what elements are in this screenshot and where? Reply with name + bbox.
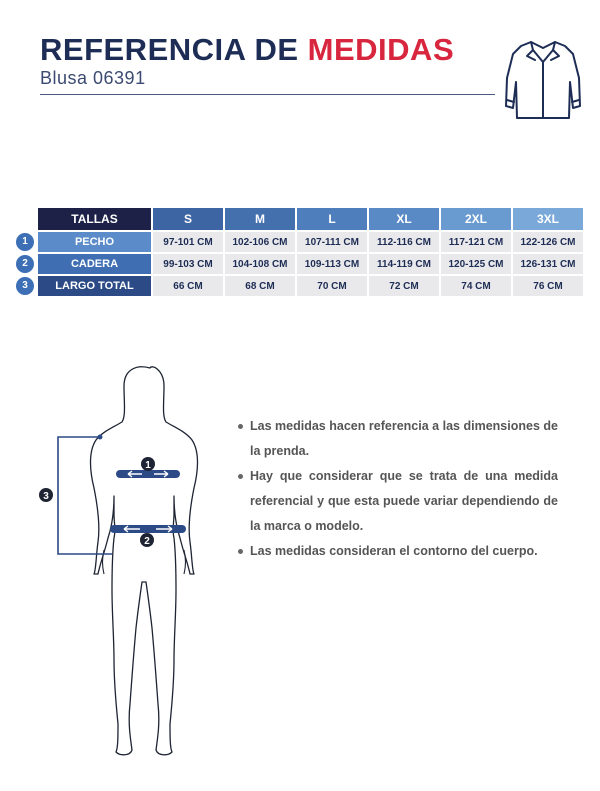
table-cell: 74 CM	[441, 276, 511, 296]
size-header: L	[297, 208, 367, 230]
table-cell: 112-116 CM	[369, 232, 439, 252]
marker-3	[39, 488, 53, 502]
note-item: Hay que considerar que se trata de una medida referencial y que esta puede variar dependiendo de la marca o modelo.	[238, 464, 558, 539]
table-cell: 104-108 CM	[225, 254, 295, 274]
page-title	[40, 32, 454, 68]
table-row	[14, 254, 583, 274]
body-silhouette-icon	[0, 360, 230, 770]
table-cell: 72 CM	[369, 276, 439, 296]
row-number-badge: 2	[16, 255, 34, 273]
size-header-row	[14, 208, 583, 230]
tallas-header: TALLAS	[38, 208, 151, 230]
row-number-badge: 1	[16, 233, 34, 251]
table-cell: 107-111 CM	[297, 232, 367, 252]
bullet-icon	[238, 424, 243, 429]
blouse-icon	[503, 38, 583, 122]
note-item: Las medidas consideran el contorno del cuerpo.	[238, 539, 558, 564]
marker-2	[140, 533, 154, 547]
table-cell: 66 CM	[153, 276, 223, 296]
table-cell: 114-119 CM	[369, 254, 439, 274]
bullet-icon	[238, 474, 243, 479]
table-cell: 122-126 CM	[513, 232, 583, 252]
row-label: CADERA	[38, 254, 151, 274]
row-label: LARGO TOTAL	[38, 276, 151, 296]
bullet-icon	[238, 549, 243, 554]
table-cell: 102-106 CM	[225, 232, 295, 252]
header-divider	[40, 94, 495, 95]
table-cell: 117-121 CM	[441, 232, 511, 252]
header	[40, 32, 454, 89]
table-cell: 126-131 CM	[513, 254, 583, 274]
size-header: 2XL	[441, 208, 511, 230]
table-cell: 120-125 CM	[441, 254, 511, 274]
svg-text:2: 2	[144, 536, 150, 547]
table-cell: 97-101 CM	[153, 232, 223, 252]
svg-text:3: 3	[43, 491, 49, 502]
marker-1	[141, 457, 155, 471]
table-cell: 99-103 CM	[153, 254, 223, 274]
size-table	[12, 206, 585, 298]
size-header: 3XL	[513, 208, 583, 230]
product-subtitle: Blusa 06391	[40, 68, 146, 88]
title-part2: MEDIDAS	[307, 32, 455, 67]
table-row	[14, 232, 583, 252]
size-header: XL	[369, 208, 439, 230]
size-header: M	[225, 208, 295, 230]
row-number-badge: 3	[16, 277, 34, 295]
svg-text:1: 1	[145, 460, 151, 471]
table-cell: 68 CM	[225, 276, 295, 296]
size-header: S	[153, 208, 223, 230]
measurement-notes	[238, 414, 558, 564]
title-part1: REFERENCIA DE	[40, 32, 299, 67]
table-row	[14, 276, 583, 296]
row-label: PECHO	[38, 232, 151, 252]
table-cell: 76 CM	[513, 276, 583, 296]
note-item: Las medidas hacen referencia a las dimensiones de la prenda.	[238, 414, 558, 464]
table-cell: 109-113 CM	[297, 254, 367, 274]
table-cell: 70 CM	[297, 276, 367, 296]
